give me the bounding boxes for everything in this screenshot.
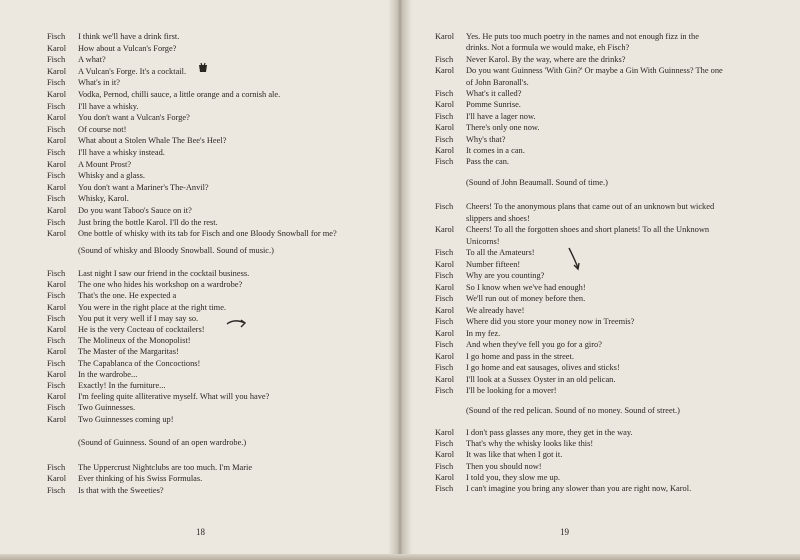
left-page xyxy=(0,0,398,560)
speaker-name: Fisch xyxy=(435,89,454,98)
dialogue-line xyxy=(0,101,398,113)
dialogue-line xyxy=(0,112,398,124)
left-stage-direction-1: (Sound of whisky and Bloody Snowball. Sound of music.) xyxy=(78,246,274,255)
dialogue-text: You don't want a Mariner's The-Anvil? xyxy=(78,182,209,192)
dialogue-text: slippers and shoes! xyxy=(466,213,530,223)
dialogue-text: What's it called? xyxy=(466,89,522,98)
left-stage-direction-2: (Sound of Guinness. Sound of an open wardrobe.) xyxy=(78,438,247,447)
dialogue-text: So I know when we've had enough! xyxy=(466,282,586,292)
dialogue-text: The Molineux of the Monopolist! xyxy=(78,336,191,346)
dialogue-text: of John Baronall's. xyxy=(466,77,529,87)
speaker-name: Fisch xyxy=(47,485,66,495)
speaker-name: Fisch xyxy=(435,202,454,211)
dialogue-line xyxy=(402,461,800,473)
dialogue-text: A what? xyxy=(78,55,106,65)
dialogue-text: He is the very Cocteau of cocktailers! xyxy=(78,325,205,334)
dialogue-line xyxy=(402,351,800,363)
dialogue-line xyxy=(0,268,398,280)
speaker-name: Karol xyxy=(435,32,455,41)
dialogue-line xyxy=(0,193,398,205)
speaker-name: Karol xyxy=(435,100,455,110)
dialogue-line xyxy=(402,31,800,43)
dialogue-text: Whisky, Karol. xyxy=(78,194,129,204)
speaker-name: Karol xyxy=(435,328,455,338)
dialogue-line xyxy=(402,483,800,495)
dialogue-line xyxy=(402,362,800,374)
dialogue-text: Where did you store your money now in Treemis? xyxy=(466,317,635,326)
dialogue-line xyxy=(402,122,800,134)
dialogue-text: I'll have a whisky instead. xyxy=(78,148,165,157)
right-stage-direction-2: (Sound of the red pelican. Sound of no money. Sound of street.) xyxy=(466,406,680,415)
speaker-name: Fisch xyxy=(47,101,66,111)
right-stage-direction-1: (Sound of John Beaumall. Sound of time.) xyxy=(466,178,608,187)
speaker-name: Fisch xyxy=(435,157,454,167)
speaker-name: Karol xyxy=(47,280,67,290)
speaker-name: Karol xyxy=(47,302,67,312)
dialogue-line xyxy=(402,339,800,351)
speaker-name: Karol xyxy=(47,325,67,334)
dialogue-text: To all the Amateurs! xyxy=(466,248,535,257)
speaker-name: Karol xyxy=(47,43,67,53)
dialogue-line xyxy=(402,111,800,123)
dialogue-text: Cheers! To all the forgotten shoes and short planets! To all the Unknown xyxy=(466,225,710,234)
dialogue-line xyxy=(0,335,398,347)
speaker-name: Fisch xyxy=(47,194,66,204)
speaker-name: Karol xyxy=(435,351,455,361)
speaker-name: Fisch xyxy=(435,439,454,449)
dialogue-line xyxy=(0,279,398,291)
speaker-name: Karol xyxy=(47,66,67,76)
speaker-name: Karol xyxy=(435,428,455,437)
dialogue-line xyxy=(402,282,800,294)
dialogue-text: I'll look at a Sussex Oyster in an old pelican. xyxy=(466,374,616,384)
dialogue-text: Unicorns! xyxy=(466,236,500,246)
dialogue-line xyxy=(0,302,398,314)
dialogue-line xyxy=(0,358,398,370)
dialogue-text: Never Karol. By the way, where are the drinks? xyxy=(466,54,626,64)
dialogue-text: There's only one now. xyxy=(466,123,540,133)
speaker-name: Fisch xyxy=(435,271,454,280)
dialogue-line xyxy=(0,77,398,89)
dialogue-text: drinks. Not a formula we would make, eh Fisch? xyxy=(466,43,630,53)
speaker-name: Fisch xyxy=(435,134,454,144)
book-gutter xyxy=(388,0,412,560)
dialogue-text: Yes. He puts too much poetry in the names and not enough fizz in the xyxy=(466,32,699,41)
dialogue-text: Two Guinnesses coming up! xyxy=(78,414,174,424)
dialogue-text: Whisky and a glass. xyxy=(78,171,145,181)
speaker-name: Karol xyxy=(47,113,67,123)
dialogue-line xyxy=(402,88,800,100)
speaker-name: Karol xyxy=(435,123,455,133)
speaker-name: Fisch xyxy=(47,217,66,227)
speaker-name: Fisch xyxy=(47,32,66,41)
speaker-name: Fisch xyxy=(435,363,454,372)
dialogue-line xyxy=(0,485,398,497)
dialogue-text: The Master of the Margaritas! xyxy=(78,347,179,357)
dialogue-line xyxy=(0,31,398,43)
dialogue-line xyxy=(402,54,800,66)
dialogue-text: Number fifteen! xyxy=(466,259,521,269)
speaker-name: Karol xyxy=(435,450,455,460)
dialogue-text: I'll have a lager now. xyxy=(466,111,536,121)
dialogue-line xyxy=(0,402,398,414)
speaker-name: Karol xyxy=(435,374,455,384)
speaker-name: Fisch xyxy=(435,386,454,395)
speaker-name: Fisch xyxy=(47,403,66,413)
dialogue-line xyxy=(0,313,398,325)
dialogue-line xyxy=(0,159,398,171)
speaker-name: Karol xyxy=(47,369,67,379)
dialogue-text: One bottle of whisky with its tab for Fisch and one Bloody Snowball for me? xyxy=(78,229,337,239)
dialogue-line xyxy=(0,391,398,403)
dialogue-text: I can't imagine you bring any slower than you are right now, Karol. xyxy=(466,484,692,493)
dialogue-line xyxy=(402,438,800,450)
dialogue-line xyxy=(402,472,800,484)
dialogue-text: What about a Stolen Whale The Bee's Heel? xyxy=(78,136,227,146)
dialogue-line xyxy=(0,124,398,136)
speaker-name: Fisch xyxy=(435,294,454,303)
dialogue-text: The one who hides his workshop on a wardrobe? xyxy=(78,280,243,290)
dialogue-text: It comes in a can. xyxy=(466,146,525,155)
speaker-name: Fisch xyxy=(47,358,66,368)
speaker-name: Fisch xyxy=(47,124,66,134)
dialogue-text: You were in the right place at the right time. xyxy=(78,302,227,312)
dialogue-text: We'll run out of money before then. xyxy=(466,294,586,303)
speaker-name: Karol xyxy=(435,305,455,315)
dialogue-line xyxy=(402,201,800,213)
dialogue-line xyxy=(402,328,800,340)
speaker-name: Karol xyxy=(47,347,67,357)
dialogue-text: I'll have a whisky. xyxy=(78,101,139,111)
speaker-name: Karol xyxy=(47,229,67,239)
dialogue-line xyxy=(402,316,800,328)
speaker-name: Fisch xyxy=(435,340,454,349)
speaker-name: Karol xyxy=(435,259,455,269)
speaker-name: Karol xyxy=(47,474,67,484)
dialogue-text: A Mount Prost? xyxy=(78,159,132,169)
dialogue-line xyxy=(0,369,398,381)
dialogue-text: In the wardrobe... xyxy=(78,369,138,379)
hand-drawn-arrow-icon xyxy=(226,318,248,330)
speaker-name: Karol xyxy=(47,159,67,169)
dialogue-text: I'll be looking for a mover! xyxy=(466,386,557,395)
speaker-name: Karol xyxy=(435,282,455,292)
speaker-name: Karol xyxy=(47,182,67,192)
speaker-name: Fisch xyxy=(435,461,454,471)
speaker-name: Karol xyxy=(435,225,455,234)
speaker-name: Karol xyxy=(435,146,455,155)
speaker-name: Fisch xyxy=(47,269,66,278)
dialogue-line xyxy=(402,224,800,236)
speaker-name: Karol xyxy=(435,66,455,76)
dialogue-text: Pass the can. xyxy=(466,157,510,167)
speaker-name: Fisch xyxy=(47,463,66,472)
speaker-name: Karol xyxy=(47,136,67,146)
dialogue-line xyxy=(0,414,398,426)
dialogue-line xyxy=(402,145,800,157)
dialogue-line xyxy=(402,374,800,386)
dialogue-line xyxy=(402,385,800,397)
right-page xyxy=(402,0,800,560)
dialogue-text: Just bring the bottle Karol. I'll do the rest. xyxy=(78,217,218,227)
dialogue-line xyxy=(0,147,398,159)
dialogue-text: And when they've fell you go for a giro? xyxy=(466,340,602,349)
dialogue-text: Is that with the Sweeties? xyxy=(78,485,164,495)
dialogue-text: Why are you counting? xyxy=(466,271,545,280)
dialogue-line xyxy=(0,135,398,147)
dialogue-line xyxy=(402,77,800,89)
dialogue-text: You put it very well if I may say so. xyxy=(78,313,199,323)
dialogue-text: I'm feeling quite alliterative myself. What will you have? xyxy=(78,392,270,402)
dialogue-text: Vodka, Pernod, chilli sauce, a little orange and a cornish ale. xyxy=(78,90,281,99)
dialogue-line xyxy=(0,346,398,358)
dialogue-text: I go home and pass in the street. xyxy=(466,351,574,361)
dialogue-text: Do you want Guinness 'With Gin?' Or maybe a Gin With Guinness? The one xyxy=(466,66,723,76)
dialogue-line xyxy=(402,293,800,305)
speaker-name: Karol xyxy=(47,414,67,424)
speaker-name: Fisch xyxy=(435,248,454,257)
dialogue-line xyxy=(402,427,800,439)
dialogue-text: How about a Vulcan's Forge? xyxy=(78,43,177,53)
hand-drawn-arrow-icon xyxy=(566,246,582,272)
dialogue-text: Exactly! In the furniture... xyxy=(78,381,166,390)
dialogue-text: Pomme Sunrise. xyxy=(466,100,521,110)
dialogue-line xyxy=(0,89,398,101)
dialogue-line xyxy=(402,270,800,282)
speaker-name: Fisch xyxy=(435,111,454,121)
dialogue-text: Two Guinnesses. xyxy=(78,403,136,413)
dialogue-line xyxy=(0,182,398,194)
speaker-name: Fisch xyxy=(47,171,66,181)
dialogue-line xyxy=(402,305,800,317)
right-page-number: 19 xyxy=(560,527,569,537)
dialogue-line xyxy=(402,259,800,271)
dialogue-line xyxy=(0,205,398,217)
dialogue-line xyxy=(0,473,398,485)
dialogue-text: Cheers! To the anonymous plans that came out of an unknown but wicked xyxy=(466,202,715,211)
dialogue-text: That's the one. He expected a xyxy=(78,291,177,301)
speaker-name: Fisch xyxy=(47,78,66,88)
dialogue-text: In my fez. xyxy=(466,328,501,338)
dialogue-line xyxy=(402,449,800,461)
dialogue-line xyxy=(402,236,800,248)
dialogue-text: The Uppercrust Nightclubs are too much. I'm Marie xyxy=(78,463,253,472)
dialogue-line xyxy=(402,134,800,146)
dialogue-text: It was like that when I got it. xyxy=(466,450,563,460)
speaker-name: Fisch xyxy=(47,381,66,390)
speaker-name: Fisch xyxy=(47,336,66,346)
speaker-name: Fisch xyxy=(435,54,454,64)
dialogue-text: Why's that? xyxy=(466,134,506,144)
speaker-name: Karol xyxy=(47,90,67,99)
dialogue-line xyxy=(402,247,800,259)
speaker-name: Fisch xyxy=(47,55,66,65)
page-edge xyxy=(0,554,800,560)
speaker-name: Fisch xyxy=(47,148,66,157)
dialogue-text: What's in it? xyxy=(78,78,120,88)
dialogue-text: Then you should now! xyxy=(466,461,542,471)
dialogue-text: I don't pass glasses any more, they get in the way. xyxy=(466,428,633,437)
dialogue-text: I go home and eat sausages, olives and sticks! xyxy=(466,363,620,372)
dialogue-line xyxy=(0,324,398,336)
speaker-name: Karol xyxy=(47,206,67,215)
left-page-number: 18 xyxy=(196,527,205,537)
dialogue-line xyxy=(0,170,398,182)
dialogue-line xyxy=(402,213,800,225)
dialogue-line xyxy=(0,380,398,392)
dialogue-line xyxy=(0,290,398,302)
dialogue-line xyxy=(0,462,398,474)
dialogue-text: A Vulcan's Forge. It's a cocktail. xyxy=(78,66,187,76)
dialogue-text: I told you, they slow me up. xyxy=(466,472,560,482)
dialogue-text: You don't want a Vulcan's Forge? xyxy=(78,113,190,123)
speaker-name: Fisch xyxy=(435,317,454,326)
dialogue-line xyxy=(0,228,398,240)
speaker-name: Fisch xyxy=(435,484,454,493)
dialogue-text: I think we'll have a drink first. xyxy=(78,32,180,41)
dialogue-line xyxy=(402,42,800,54)
dialogue-line xyxy=(0,217,398,229)
dialogue-line xyxy=(402,156,800,168)
dialogue-text: Do you want Taboo's Sauce on it? xyxy=(78,206,192,215)
dialogue-text: We already have! xyxy=(466,305,525,315)
dialogue-text: That's why the whisky looks like this! xyxy=(466,439,594,449)
dialogue-text: The Capablanca of the Concoctions! xyxy=(78,358,201,368)
dialogue-text: Last night I saw our friend in the cocktail business. xyxy=(78,269,250,278)
dialogue-line xyxy=(0,43,398,55)
dialogue-text: Ever thinking of his Swiss Formulas. xyxy=(78,474,203,484)
dialogue-line xyxy=(402,65,800,77)
speaker-name: Karol xyxy=(47,392,67,402)
speaker-name: Fisch xyxy=(47,291,66,301)
dialogue-text: Of course not! xyxy=(78,124,127,134)
speaker-name: Karol xyxy=(435,472,455,482)
speaker-name: Fisch xyxy=(47,313,66,323)
dialogue-line xyxy=(402,99,800,111)
hand-drawn-symbol-icon xyxy=(196,62,210,76)
